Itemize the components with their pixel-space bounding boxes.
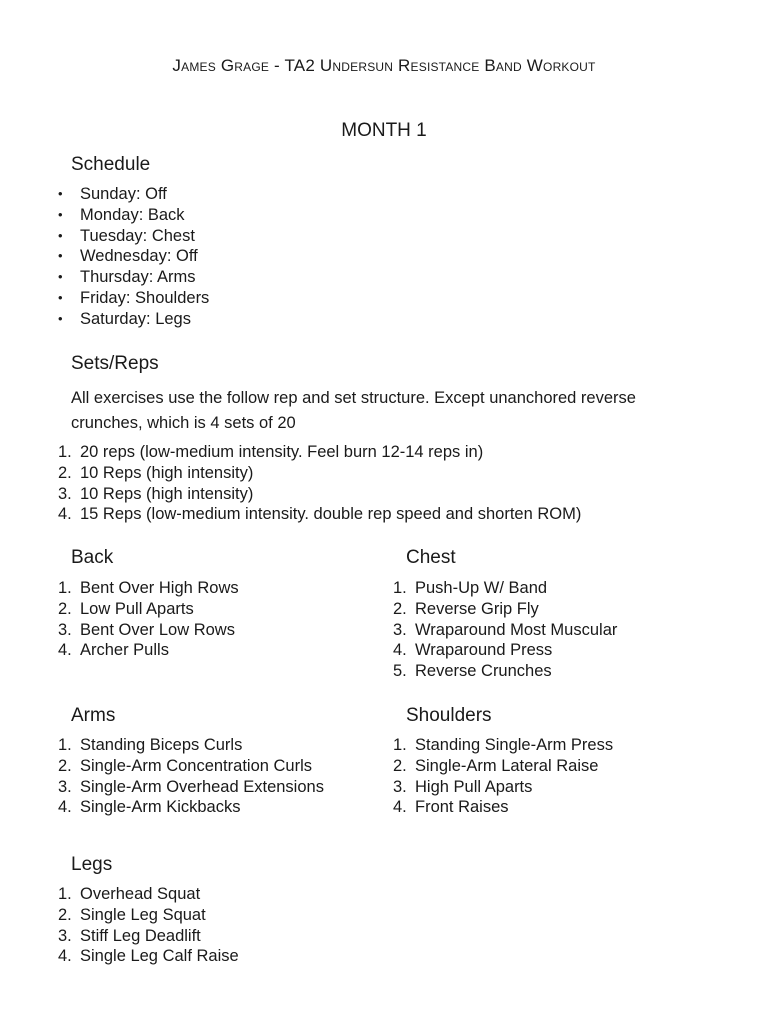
sets-reps-heading: Sets/Reps bbox=[71, 353, 159, 374]
list-item: 1. 20 reps (low-medium intensity. Feel burn 12-14 reps in) bbox=[58, 443, 484, 461]
list-item: 4. 15 Reps (low-medium intensity. double rep speed and shorten ROM) bbox=[58, 505, 582, 524]
list-item: 1. Standing Single-Arm Press bbox=[393, 736, 614, 754]
list-item: 2. Single Leg Squat bbox=[58, 905, 206, 924]
list-item: 4. Front Raises bbox=[393, 798, 509, 817]
list-item: • Saturday: Legs bbox=[58, 309, 191, 328]
arms-heading: Arms bbox=[71, 705, 116, 726]
list-item: • Wednesday: Off bbox=[58, 247, 198, 266]
list-item: 5. Reverse Crunches bbox=[393, 662, 552, 681]
arms-list bbox=[58, 735, 324, 818]
list-item: 1. Bent Over High Rows bbox=[58, 579, 239, 597]
list-item: 3. Stiff Leg Deadlift bbox=[58, 926, 201, 945]
list-item: 1. Overhead Squat bbox=[58, 885, 201, 903]
list-item: 3. 10 Reps (high intensity) bbox=[58, 484, 254, 503]
list-item: 2. Single-Arm Lateral Raise bbox=[393, 756, 599, 775]
legs-list bbox=[58, 884, 239, 967]
list-item: 2. Single-Arm Concentration Curls bbox=[58, 756, 313, 775]
list-item: • Sunday: Off bbox=[58, 185, 167, 203]
list-item: 4. Archer Pulls bbox=[58, 641, 169, 660]
shoulders-heading: Shoulders bbox=[406, 705, 492, 726]
chest-heading: Chest bbox=[406, 547, 456, 568]
schedule-heading: Schedule bbox=[71, 154, 151, 175]
list-item: 1. Push-Up W/ Band bbox=[393, 579, 548, 597]
list-item: 3. Bent Over Low Rows bbox=[58, 620, 235, 639]
list-item: 2. Reverse Grip Fly bbox=[393, 599, 539, 618]
month-heading: MONTH 1 bbox=[341, 120, 427, 141]
sets-reps-list bbox=[58, 442, 582, 525]
document-title: James Grage - TA2 Undersun Resistance Band Workout bbox=[172, 56, 596, 75]
list-item: 1. Standing Biceps Curls bbox=[58, 736, 243, 754]
schedule-list bbox=[58, 184, 210, 330]
list-item: 2. Low Pull Aparts bbox=[58, 599, 194, 618]
chest-list bbox=[393, 578, 618, 682]
back-heading: Back bbox=[71, 547, 114, 568]
list-item: • Tuesday: Chest bbox=[58, 226, 195, 245]
list-item: 3. Wraparound Most Muscular bbox=[393, 620, 618, 639]
list-item: • Monday: Back bbox=[58, 205, 185, 224]
list-item: 4. Single Leg Calf Raise bbox=[58, 947, 239, 966]
back-list bbox=[58, 578, 239, 661]
sets-reps-paragraph: All exercises use the follow rep and set structure. Except unanchored reverse crunches, which is 4 sets of 20 bbox=[71, 389, 636, 432]
list-item: 4. Single-Arm Kickbacks bbox=[58, 798, 241, 817]
list-item: 4. Wraparound Press bbox=[393, 641, 553, 660]
list-item: 3. Single-Arm Overhead Extensions bbox=[58, 777, 324, 796]
list-item: • Thursday: Arms bbox=[58, 268, 196, 287]
list-item: • Friday: Shoulders bbox=[58, 288, 210, 307]
list-item: 2. 10 Reps (high intensity) bbox=[58, 463, 254, 482]
list-item: 3. High Pull Aparts bbox=[393, 777, 533, 796]
shoulders-list bbox=[393, 735, 614, 818]
legs-heading: Legs bbox=[71, 854, 113, 875]
